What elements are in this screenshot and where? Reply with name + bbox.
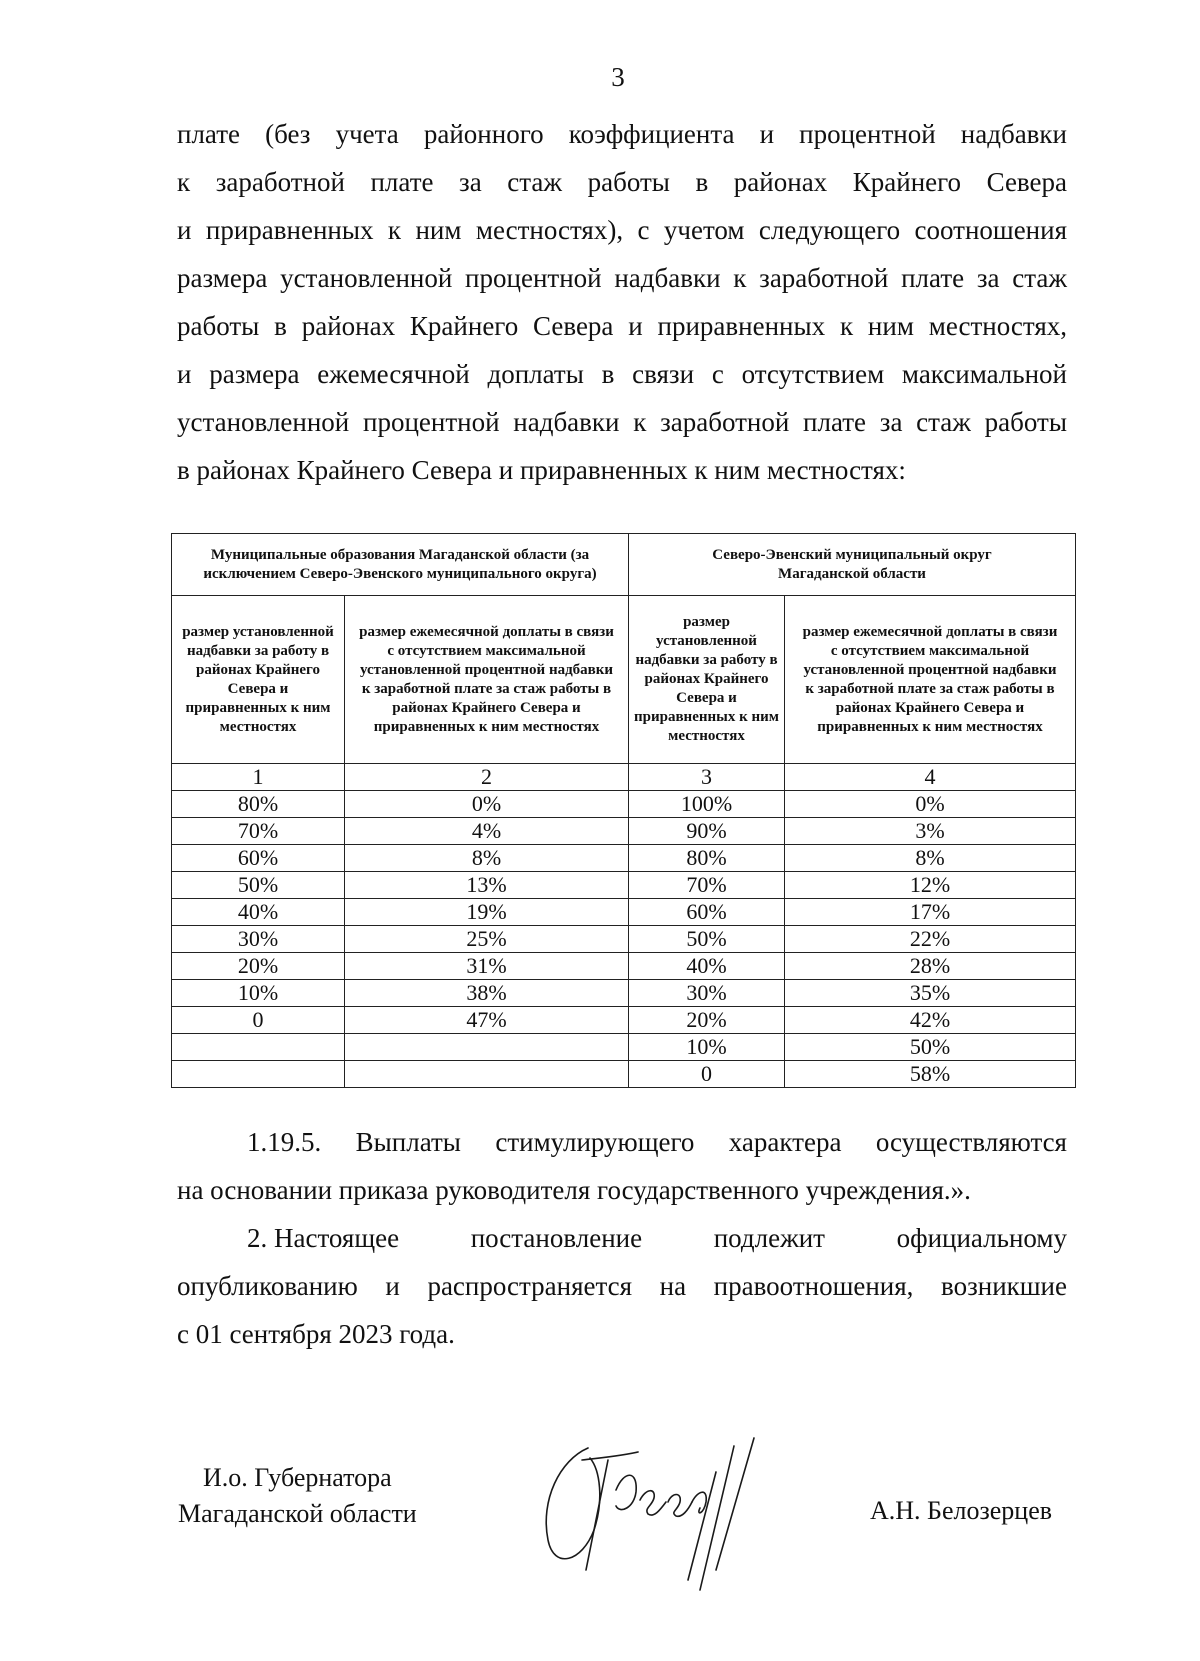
clause-word: стимулирующего xyxy=(495,1127,695,1157)
table-row xyxy=(172,1061,1076,1088)
table-cell xyxy=(172,1034,345,1061)
table-cell: 60% xyxy=(172,845,345,872)
position-line: И.о. Губернатора xyxy=(202,1463,392,1492)
col-number: 3 xyxy=(629,764,785,791)
table-cell: 30% xyxy=(629,980,785,1007)
intro-paragraph xyxy=(177,110,1067,494)
col-header-2: размер ежемесячной доплаты в связи с отсутствием максимальной установленной процентной надбавки к заработной плате за стаж работы в районах Крайнего Севера и приравненных к ним местностях xyxy=(345,596,629,764)
intro-line: работы в районах Крайнего Севера и приравненных к ним местностях, xyxy=(177,311,1067,341)
table-row xyxy=(172,953,1076,980)
group-header-severo-evensky: Северо-Эвенский муниципальный округ Магаданской области xyxy=(629,534,1076,596)
table-cell: 80% xyxy=(172,791,345,818)
intro-line: плате (без учета районного коэффициента и процентной надбавки xyxy=(177,119,1067,149)
table-cell: 38% xyxy=(345,980,629,1007)
table-cell: 42% xyxy=(785,1007,1076,1034)
intro-line: и приравненных к ним местностях), с учетом следующего соотношения xyxy=(177,215,1067,245)
clause-line: опубликованию и распространяется на правоотношения, возникшие xyxy=(177,1271,1067,1301)
table-cell: 70% xyxy=(172,818,345,845)
table-cell: 90% xyxy=(629,818,785,845)
col-number: 1 xyxy=(172,764,345,791)
intro-line: установленной процентной надбавки к заработной плате за стаж работы xyxy=(177,407,1067,437)
table-cell: 58% xyxy=(785,1061,1076,1088)
table-row xyxy=(172,980,1076,1007)
col-number: 2 xyxy=(345,764,629,791)
table-cell: 50% xyxy=(785,1034,1076,1061)
intro-line: и размера ежемесячной доплаты в связи с отсутствием максимальной xyxy=(177,359,1067,389)
table-cell: 20% xyxy=(172,953,345,980)
table-cell: 10% xyxy=(629,1034,785,1061)
table-cell: 28% xyxy=(785,953,1076,980)
col-header-3: размер установленной надбавки за работу в районах Крайнего Севера и приравненных к ним местностях xyxy=(629,596,785,764)
table-row xyxy=(172,899,1076,926)
group-header-municipalities: Муниципальные образования Магаданской области (за исключением Северо-Эвенского муниципального округа) xyxy=(172,534,629,596)
table-cell: 13% xyxy=(345,872,629,899)
table-cell: 8% xyxy=(785,845,1076,872)
table-cell: 100% xyxy=(629,791,785,818)
intro-line: размера установленной процентной надбавки к заработной плате за стаж xyxy=(177,263,1067,293)
table-cell: 4% xyxy=(345,818,629,845)
intro-line: к заработной плате за стаж работы в районах Крайнего Севера xyxy=(177,167,1067,197)
table-cell: 22% xyxy=(785,926,1076,953)
table-cell: 12% xyxy=(785,872,1076,899)
clause-word: постановление xyxy=(470,1223,643,1253)
table-cell: 70% xyxy=(629,872,785,899)
clause-word: Выплаты xyxy=(355,1127,461,1157)
table-cell: 0% xyxy=(785,791,1076,818)
clause-line: с 01 сентября 2023 года. xyxy=(177,1319,455,1349)
table-row xyxy=(172,1007,1076,1034)
table-cell xyxy=(172,1061,345,1088)
table-cell xyxy=(345,1061,629,1088)
clause-word: официальному xyxy=(896,1223,1067,1253)
table-cell xyxy=(345,1034,629,1061)
table-cell: 47% xyxy=(345,1007,629,1034)
table-row xyxy=(172,845,1076,872)
position-line: Магаданской области xyxy=(178,1499,417,1528)
table-cell: 30% xyxy=(172,926,345,953)
table-cell: 35% xyxy=(785,980,1076,1007)
clause-word: осуществляются xyxy=(875,1127,1067,1157)
table-cell: 0% xyxy=(345,791,629,818)
clause-2 xyxy=(177,1214,1067,1358)
table-row xyxy=(172,791,1076,818)
table-row xyxy=(172,926,1076,953)
table-row xyxy=(172,872,1076,899)
clause-line: на основании приказа руководителя государственного учреждения.». xyxy=(177,1175,971,1205)
table-cell: 0 xyxy=(629,1061,785,1088)
intro-line: в районах Крайнего Севера и приравненных к ним местностях: xyxy=(177,455,906,485)
page-number: 3 xyxy=(611,62,625,92)
clause-word: подлежит xyxy=(713,1223,825,1253)
col-number: 4 xyxy=(785,764,1076,791)
signatory-name: А.Н. Белозерцев xyxy=(870,1496,1053,1525)
table-cell: 0 xyxy=(172,1007,345,1034)
table-cell: 10% xyxy=(172,980,345,1007)
table-cell: 31% xyxy=(345,953,629,980)
table-cell: 25% xyxy=(345,926,629,953)
table-cell: 19% xyxy=(345,899,629,926)
table-cell: 40% xyxy=(629,953,785,980)
table-cell: 40% xyxy=(172,899,345,926)
handwritten-signature xyxy=(520,1430,780,1600)
table-row xyxy=(172,1034,1076,1061)
col-header-1: размер установленной надбавки за работу в районах Крайнего Севера и приравненных к ним местностях xyxy=(172,596,345,764)
table-cell: 60% xyxy=(629,899,785,926)
table-cell: 80% xyxy=(629,845,785,872)
allowance-table xyxy=(171,533,1076,1088)
table-cell: 3% xyxy=(785,818,1076,845)
clause-word: 1.19.5. xyxy=(247,1127,322,1157)
table-cell: 8% xyxy=(345,845,629,872)
table-cell: 50% xyxy=(629,926,785,953)
clause-1-19-5 xyxy=(177,1118,1067,1214)
table-cell: 20% xyxy=(629,1007,785,1034)
clause-word: 2. Настоящее xyxy=(247,1223,400,1253)
col-header-4: размер ежемесячной доплаты в связи с отсутствием максимальной установленной процентной надбавки к заработной плате за стаж работы в районах Крайнего Севера и приравненных к ним местностях xyxy=(785,596,1076,764)
table-cell: 17% xyxy=(785,899,1076,926)
clause-word: характера xyxy=(728,1127,842,1157)
table-row xyxy=(172,818,1076,845)
signatory-position xyxy=(178,1460,417,1532)
table-cell: 50% xyxy=(172,872,345,899)
